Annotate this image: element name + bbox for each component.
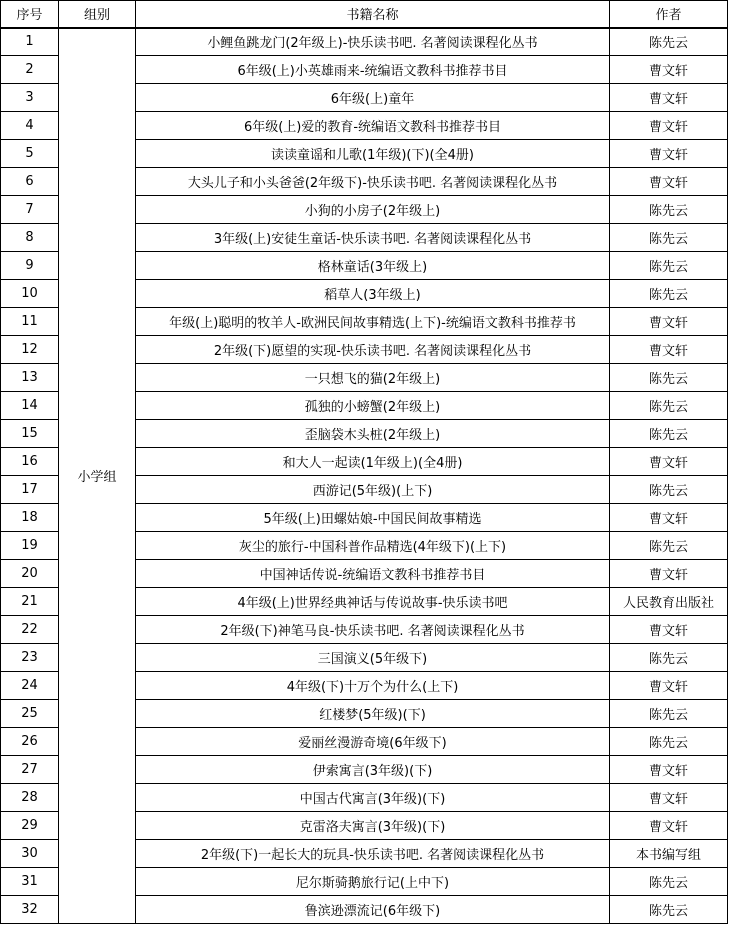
row-number: 7 [1,196,59,224]
book-title: 3年级(上)安徒生童话-快乐读书吧. 名著阅读课程化丛书 [213,232,532,247]
row-number: 11 [1,308,59,336]
book-title: 6年级(上)童年 [330,92,415,107]
book-title: 大头儿子和小头爸爸(2年级下)-快乐读书吧. 名著阅读课程化丛书 [187,176,558,191]
row-number: 27 [1,756,59,784]
author-cell: 曹文轩 [610,140,728,168]
book-title: 中国神话传说-统编语文教科书推荐书目 [259,568,486,583]
book-title-cell [136,868,610,896]
row-number: 10 [1,280,59,308]
author-cell: 曹文轩 [610,336,728,364]
book-title: 2年级(下)神笔马良-快乐读书吧. 名著阅读课程化丛书 [220,624,525,639]
book-title-cell [136,196,610,224]
book-title-cell [136,112,610,140]
book-title-cell [136,728,610,756]
row-number: 5 [1,140,59,168]
table-row [1,28,728,56]
book-title: 6年级(上)爱的教育-统编语文教科书推荐书目 [243,120,502,135]
book-title: 和大人一起读(1年级上)(全4册) [282,456,463,471]
author-cell: 陈先云 [610,280,728,308]
author-cell: 陈先云 [610,700,728,728]
header-author: 作者 [610,1,728,28]
row-number: 23 [1,644,59,672]
row-number: 29 [1,812,59,840]
book-title-cell [136,756,610,784]
author-cell: 曹文轩 [610,504,728,532]
author-cell: 曹文轩 [610,56,728,84]
author-cell: 陈先云 [610,532,728,560]
row-number: 4 [1,112,59,140]
author-cell: 本书编写组 [610,840,728,868]
book-title: 4年级(上)世界经典神话与传说故事-快乐读书吧 [237,596,508,611]
book-title-cell [136,168,610,196]
book-title-cell [136,448,610,476]
book-title-cell [136,560,610,588]
row-number: 9 [1,252,59,280]
book-title: 一只想飞的猫(2年级上) [304,372,441,387]
author-cell: 曹文轩 [610,168,728,196]
author-cell: 陈先云 [610,196,728,224]
header-group: 组别 [59,1,136,28]
book-title: 歪脑袋木头桩(2年级上) [304,428,441,443]
book-title-cell [136,252,610,280]
author-cell: 曹文轩 [610,616,728,644]
book-title: 5年级(上)田螺姑娘-中国民间故事精选 [263,512,482,527]
header-title: 书籍名称 [136,1,610,28]
author-cell: 曹文轩 [610,560,728,588]
row-number: 13 [1,364,59,392]
book-title: 小狗的小房子(2年级上) [304,204,441,219]
book-title: 6年级(上)小英雄雨来-统编语文教科书推荐书目 [237,64,508,79]
author-cell: 陈先云 [610,868,728,896]
book-title-cell [136,812,610,840]
book-title-cell [136,784,610,812]
author-cell: 陈先云 [610,476,728,504]
book-title-cell [136,280,610,308]
book-title: 稻草人(3年级上) [324,288,421,303]
row-number: 1 [1,28,59,56]
row-number: 19 [1,532,59,560]
row-number: 31 [1,868,59,896]
book-title-cell [136,840,610,868]
author-cell: 人民教育出版社 [610,588,728,616]
row-number: 18 [1,504,59,532]
book-title: 格林童话(3年级上) [317,260,428,275]
row-number: 17 [1,476,59,504]
book-title-cell [136,392,610,420]
book-title: 4年级(下)十万个为什么(上下) [286,680,459,695]
author-cell: 曹文轩 [610,812,728,840]
row-number: 20 [1,560,59,588]
row-number: 2 [1,56,59,84]
book-title: 读读童谣和儿歌(1年级)(下)(全4册) [271,148,474,163]
row-number: 12 [1,336,59,364]
book-title-cell [136,532,610,560]
row-number: 28 [1,784,59,812]
book-title: 年级(上)聪明的牧羊人-欧洲民间故事精选(上下)-统编语文教科书推荐书 [169,316,576,331]
book-title-cell [136,28,610,56]
row-number: 32 [1,896,59,924]
book-title-cell [136,364,610,392]
book-title: 三国演义(5年级下) [317,652,428,667]
book-title-cell [136,588,610,616]
book-title: 中国古代寓言(3年级)(下) [299,792,446,807]
book-title: 伊索寓言(3年级)(下) [312,764,433,779]
book-title-cell [136,504,610,532]
book-title-cell [136,308,610,336]
author-cell: 陈先云 [610,420,728,448]
row-number: 15 [1,420,59,448]
author-cell: 曹文轩 [610,448,728,476]
book-title: 爱丽丝漫游奇境(6年级下) [298,736,447,751]
row-number: 6 [1,168,59,196]
row-number: 14 [1,392,59,420]
row-number: 3 [1,84,59,112]
author-cell: 曹文轩 [610,112,728,140]
book-title: 孤独的小螃蟹(2年级上) [304,400,441,415]
author-cell: 陈先云 [610,28,728,56]
book-title-cell [136,336,610,364]
book-title: 鲁滨逊漂流记(6年级下) [304,904,441,919]
book-title-cell [136,616,610,644]
book-title-cell [136,224,610,252]
book-title: 小鲤鱼跳龙门(2年级上)-快乐读书吧. 名著阅读课程化丛书 [207,36,538,52]
book-title-cell [136,672,610,700]
book-title-cell [136,140,610,168]
group-cell: 小学组 [59,28,136,924]
author-cell: 陈先云 [610,896,728,924]
book-title-cell [136,84,610,112]
table-body [1,28,728,924]
book-title-cell [136,56,610,84]
book-title-cell [136,420,610,448]
book-title-cell [136,644,610,672]
book-title: 2年级(下)一起长大的玩具-快乐读书吧. 名著阅读课程化丛书 [200,848,545,863]
author-cell: 陈先云 [610,644,728,672]
row-number: 26 [1,728,59,756]
header-row [1,1,728,28]
book-title: 2年级(下)愿望的实现-快乐读书吧. 名著阅读课程化丛书 [213,344,532,359]
author-cell: 曹文轩 [610,672,728,700]
author-cell: 曹文轩 [610,84,728,112]
author-cell: 陈先云 [610,728,728,756]
row-number: 16 [1,448,59,476]
book-title-cell [136,896,610,924]
author-cell: 曹文轩 [610,784,728,812]
author-cell: 陈先云 [610,252,728,280]
book-title: 尼尔斯骑鹅旅行记(上中下) [295,876,450,891]
header-no: 序号 [1,1,59,28]
row-number: 30 [1,840,59,868]
author-cell: 陈先云 [610,392,728,420]
author-cell: 陈先云 [610,364,728,392]
book-title: 红楼梦(5年级)(下) [319,708,426,723]
watermark-logo [600,900,720,924]
book-title-cell [136,700,610,728]
row-number: 8 [1,224,59,252]
book-title: 灰尘的旅行-中国科普作品精选(4年级下)(上下) [238,540,507,555]
book-title: 西游记(5年级)(上下) [312,484,433,499]
row-number: 25 [1,700,59,728]
row-number: 22 [1,616,59,644]
book-title-cell [136,476,610,504]
author-cell: 陈先云 [610,224,728,252]
author-cell: 曹文轩 [610,756,728,784]
row-number: 24 [1,672,59,700]
author-cell: 曹文轩 [610,308,728,336]
book-title: 克雷洛夫寓言(3年级)(下) [299,820,446,835]
row-number: 21 [1,588,59,616]
